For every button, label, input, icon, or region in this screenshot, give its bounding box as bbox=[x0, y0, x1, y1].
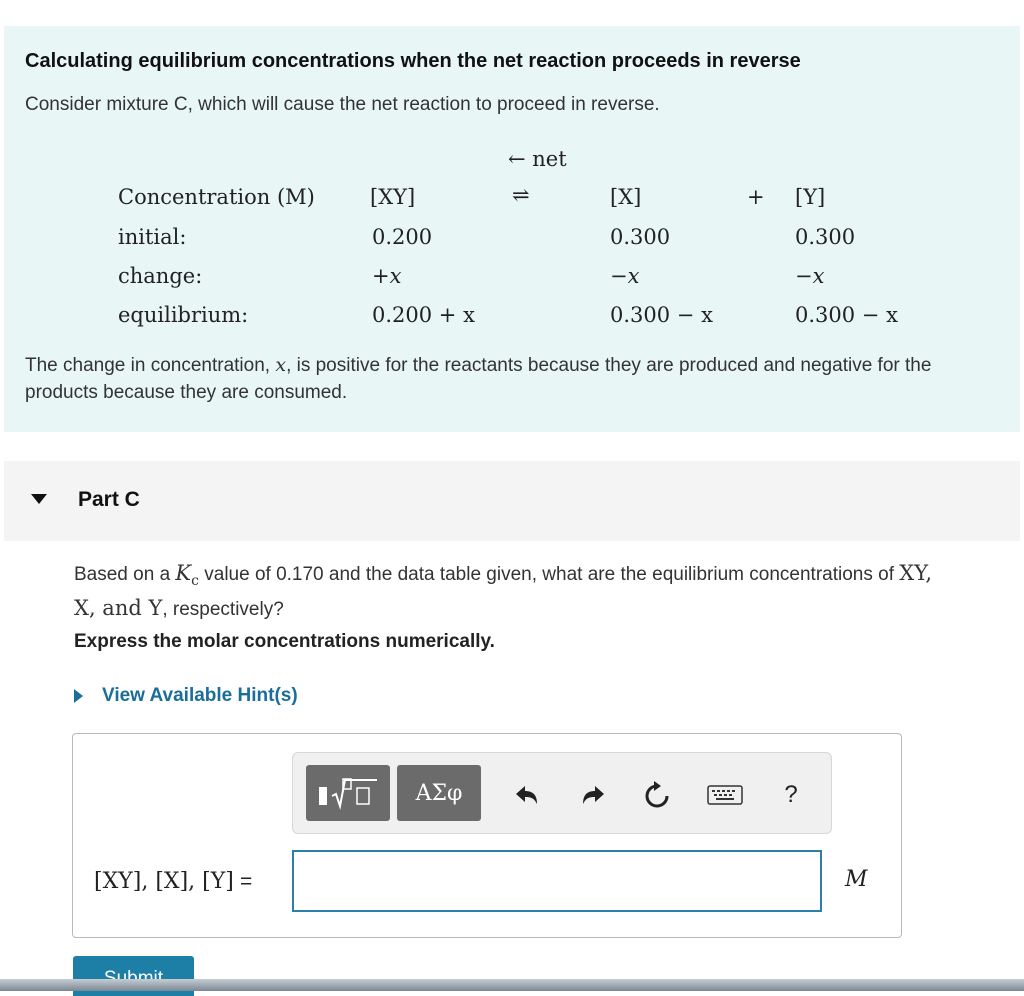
ice-row-label: initial: bbox=[118, 225, 187, 249]
instruction-text: Express the molar concentrations numerically. bbox=[74, 631, 495, 652]
ice-cell: 0.300 bbox=[610, 225, 671, 249]
intro-note-text: The change in concentration, bbox=[25, 355, 276, 376]
expand-arrow-icon bbox=[74, 689, 83, 703]
reset-icon bbox=[644, 781, 670, 809]
ice-cell: −x bbox=[795, 264, 825, 288]
ice-header-plus: + bbox=[747, 185, 765, 209]
window-bottom-bar bbox=[0, 979, 1024, 991]
ice-header-product-x: [X] bbox=[610, 185, 642, 209]
ice-header-label bbox=[118, 185, 315, 209]
part-header[interactable] bbox=[4, 461, 1020, 541]
redo-icon bbox=[580, 784, 606, 806]
net-direction-label: ← net bbox=[508, 147, 567, 171]
question-segment: Based on a bbox=[74, 564, 176, 585]
view-hints-link[interactable] bbox=[74, 685, 298, 707]
help-button[interactable]: ? bbox=[784, 781, 798, 808]
question-text bbox=[74, 560, 954, 623]
ice-row-label: change: bbox=[118, 264, 203, 288]
ice-cell: 0.300 − x bbox=[795, 303, 898, 327]
question-segment: value of 0.170 and the data table given, what are the equilibrium concentrations of bbox=[198, 564, 900, 585]
intro-description: Consider mixture C, which will cause the net reaction to proceed in reverse. bbox=[25, 94, 660, 115]
ice-cell: −x bbox=[610, 264, 640, 288]
equilibrium-arrow-icon: ⇌ bbox=[512, 183, 530, 207]
keyboard-icon bbox=[707, 784, 743, 806]
ice-row-label: equilibrium: bbox=[118, 303, 249, 327]
collapse-caret-icon[interactable] bbox=[31, 494, 47, 504]
templates-icon bbox=[317, 776, 379, 810]
greek-symbols-button[interactable]: ΑΣφ bbox=[397, 765, 481, 821]
undo-icon bbox=[514, 784, 540, 806]
ice-cell: 0.200 + x bbox=[372, 303, 475, 327]
equals-sign: = bbox=[239, 870, 253, 893]
ice-cell: 0.300 bbox=[795, 225, 856, 249]
reset-button[interactable] bbox=[642, 779, 672, 811]
intro-note-text: , is positive for the reactants because they are produced and negative for the products because they are consumed. bbox=[25, 355, 932, 403]
ice-cell: +x bbox=[372, 264, 402, 288]
ice-cell: 0.200 bbox=[372, 225, 433, 249]
answer-input[interactable] bbox=[292, 850, 822, 912]
templates-button[interactable] bbox=[306, 765, 390, 821]
part-label: Part C bbox=[78, 488, 140, 511]
intro-note bbox=[25, 352, 985, 406]
intro-note-variable: x bbox=[275, 354, 287, 376]
ice-header-reactant: [XY] bbox=[370, 185, 416, 209]
view-hints-label: View Available Hint(s) bbox=[102, 685, 298, 706]
unit-label: M bbox=[845, 867, 868, 892]
redo-button[interactable] bbox=[578, 780, 608, 810]
kc-symbol: K bbox=[175, 561, 192, 585]
undo-button[interactable] bbox=[512, 780, 542, 810]
intro-title: Calculating equilibrium concentrations when the net reaction proceeds in reverse bbox=[25, 50, 801, 72]
kc-subscript: c bbox=[191, 572, 199, 589]
keyboard-button[interactable] bbox=[706, 783, 744, 807]
answer-label-text: [XY], [X], [Y] bbox=[94, 869, 234, 894]
question-segment: , respectively? bbox=[162, 598, 284, 620]
ice-cell: 0.300 − x bbox=[610, 303, 713, 327]
ice-header-product-y: [Y] bbox=[795, 185, 826, 209]
question-species: XY, X, and Y bbox=[74, 561, 933, 620]
ice-header-label-text: Concentration (M) bbox=[118, 185, 315, 209]
answer-label bbox=[94, 868, 252, 894]
